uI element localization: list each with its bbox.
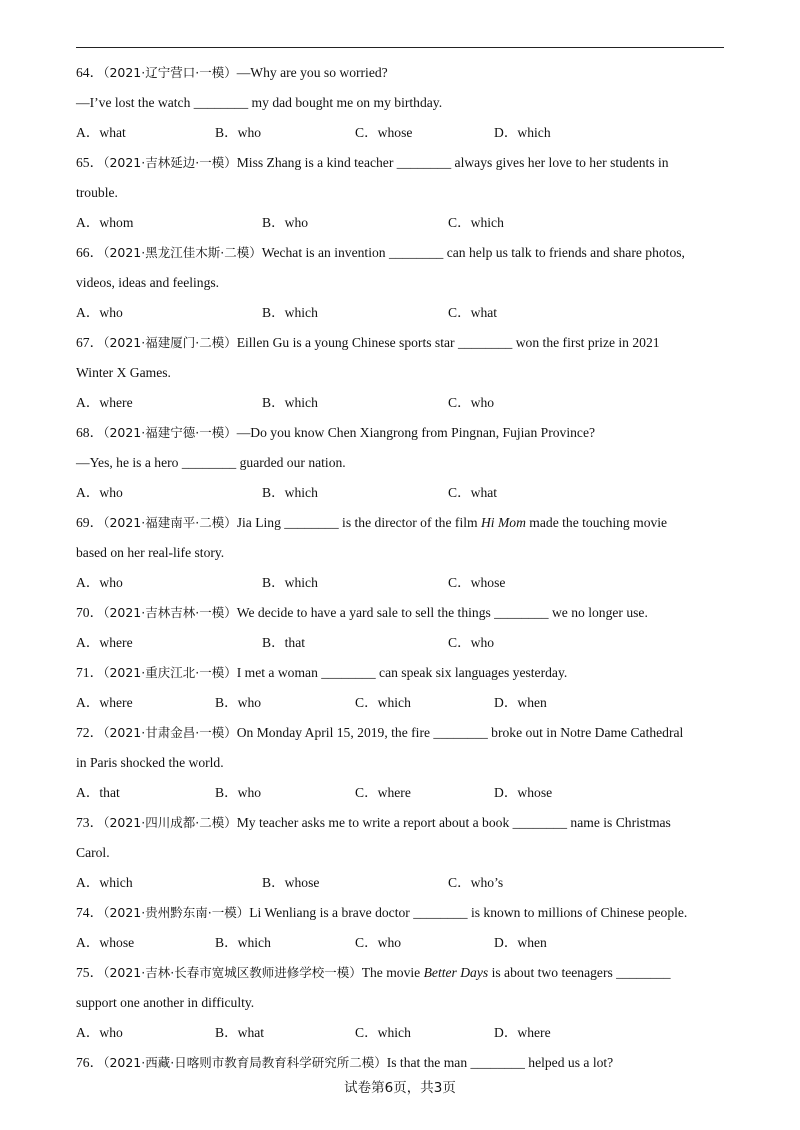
option-a[interactable]: A．where [76, 395, 133, 410]
film-title: Hi Mom [480, 515, 526, 530]
question-70-options [76, 628, 726, 658]
option-b[interactable]: B．which [262, 395, 318, 410]
option-b[interactable]: B．who [215, 125, 262, 140]
question-75-options [76, 1018, 726, 1048]
question-75: 75．（2021·吉林·长春市宽城区教师进修学校一模）The movie Better Days is about two teenagers ________ [76, 965, 671, 980]
option-d[interactable]: D．when [494, 935, 547, 950]
question-67-line2: Winter X Games. [76, 365, 171, 380]
option-d[interactable]: D．whose [494, 785, 553, 800]
question-74-options [76, 928, 726, 958]
question-64-options [76, 118, 726, 148]
question-73-options [76, 868, 726, 898]
question-68: 68．（2021·福建宁德·一模）—Do you know Chen Xiangrong from Pingnan, Fujian Province? [76, 425, 596, 440]
question-64: 64．（2021·辽宁营口·一模）—Why are you so worried? [76, 65, 388, 80]
option-a[interactable]: A．what [76, 125, 126, 140]
question-75-line2: support one another in difficulty. [76, 995, 255, 1010]
film-title: Better Days [423, 965, 489, 980]
question-73: 73．（2021·四川成都·二模）My teacher asks me to write a report about a book ________ name is Christmas [76, 815, 671, 830]
question-68-options [76, 478, 726, 508]
option-c[interactable]: C．who’s [448, 875, 504, 890]
question-74: 74．（2021·贵州黔东南·一模）Li Wenliang is a brave doctor ________ is known to millions of Chinese people. [76, 905, 688, 920]
question-66-options [76, 298, 726, 328]
option-a[interactable]: A．who [76, 1025, 123, 1040]
question-65-line2: trouble. [76, 185, 118, 200]
option-a[interactable]: A．whose [76, 935, 135, 950]
option-b[interactable]: B．which [262, 485, 318, 500]
option-b[interactable]: B．that [262, 635, 306, 650]
option-a[interactable]: A．where [76, 635, 133, 650]
question-67: 67．（2021·福建厦门·二模）Eillen Gu is a young Chinese sports star ________ won the first prize in 2021 [76, 335, 660, 350]
option-a[interactable]: A．whom [76, 215, 134, 230]
question-66-line2: videos, ideas and feelings. [76, 275, 220, 290]
option-d[interactable]: D．where [494, 1025, 551, 1040]
option-b[interactable]: B．who [262, 215, 309, 230]
option-c[interactable]: C．whose [448, 575, 506, 590]
question-list [76, 58, 726, 1078]
option-b[interactable]: B．whose [262, 875, 320, 890]
option-a[interactable]: A．who [76, 485, 123, 500]
question-67-options [76, 388, 726, 418]
option-a[interactable]: A．who [76, 305, 123, 320]
question-69-line2: based on her real-life story. [76, 545, 225, 560]
option-a[interactable]: A．who [76, 575, 123, 590]
question-65: 65．（2021·吉林延边·一模）Miss Zhang is a kind teacher ________ always gives her love to her students in [76, 155, 669, 170]
option-b[interactable]: B．who [215, 785, 262, 800]
option-b[interactable]: B．which [262, 305, 318, 320]
option-d[interactable]: D．when [494, 695, 547, 710]
option-b[interactable]: B．what [215, 1025, 265, 1040]
option-d[interactable]: D．which [494, 125, 551, 140]
question-71-options [76, 688, 726, 718]
option-c[interactable]: C．which [448, 215, 504, 230]
option-b[interactable]: B．who [215, 695, 262, 710]
option-c[interactable]: C．whose [355, 125, 413, 140]
option-a[interactable]: A．which [76, 875, 133, 890]
question-68-line2: —Yes, he is a hero ________ guarded our nation. [76, 455, 346, 470]
option-c[interactable]: C．who [355, 935, 402, 950]
option-a[interactable]: A．that [76, 785, 120, 800]
option-b[interactable]: B．which [215, 935, 271, 950]
option-c[interactable]: C．who [448, 635, 495, 650]
question-72: 72．（2021·甘肃金昌·一模）On Monday April 15, 2019, the fire ________ broke out in Notre Dame Cathedral [76, 725, 684, 740]
question-72-line2: in Paris shocked the world. [76, 755, 224, 770]
option-c[interactable]: C．where [355, 785, 411, 800]
option-b[interactable]: B．which [262, 575, 318, 590]
question-71: 71．（2021·重庆江北·一模）I met a woman ________ can speak six languages yesterday. [76, 665, 568, 680]
question-66: 66．（2021·黑龙江佳木斯·二模）Wechat is an invention ________ can help us talk to friends and share photos, [76, 245, 685, 260]
option-c[interactable]: C．which [355, 695, 411, 710]
question-70: 70．（2021·吉林吉林·一模）We decide to have a yard sale to sell the things ________ we no longer use. [76, 605, 648, 620]
option-c[interactable]: C．who [448, 395, 495, 410]
header-rule [76, 47, 724, 48]
option-c[interactable]: C．which [355, 1025, 411, 1040]
question-72-options [76, 778, 726, 808]
question-73-line2: Carol. [76, 845, 110, 860]
question-69-options [76, 568, 726, 598]
question-69: 69．（2021·福建南平·二模）Jia Ling ________ is the director of the film Hi Mom made the touching movie [76, 515, 668, 530]
page-footer: 试卷第6页，共3页 [344, 1080, 456, 1096]
question-65-options [76, 208, 726, 238]
option-c[interactable]: C．what [448, 485, 498, 500]
option-a[interactable]: A．where [76, 695, 133, 710]
option-c[interactable]: C．what [448, 305, 498, 320]
question-76: 76．（2021·西藏·日喀则市教育局教育科学研究所二模）Is that the man ________ helped us a lot? [76, 1055, 614, 1070]
question-64-line2: —I’ve lost the watch ________ my dad bought me on my birthday. [76, 95, 443, 110]
